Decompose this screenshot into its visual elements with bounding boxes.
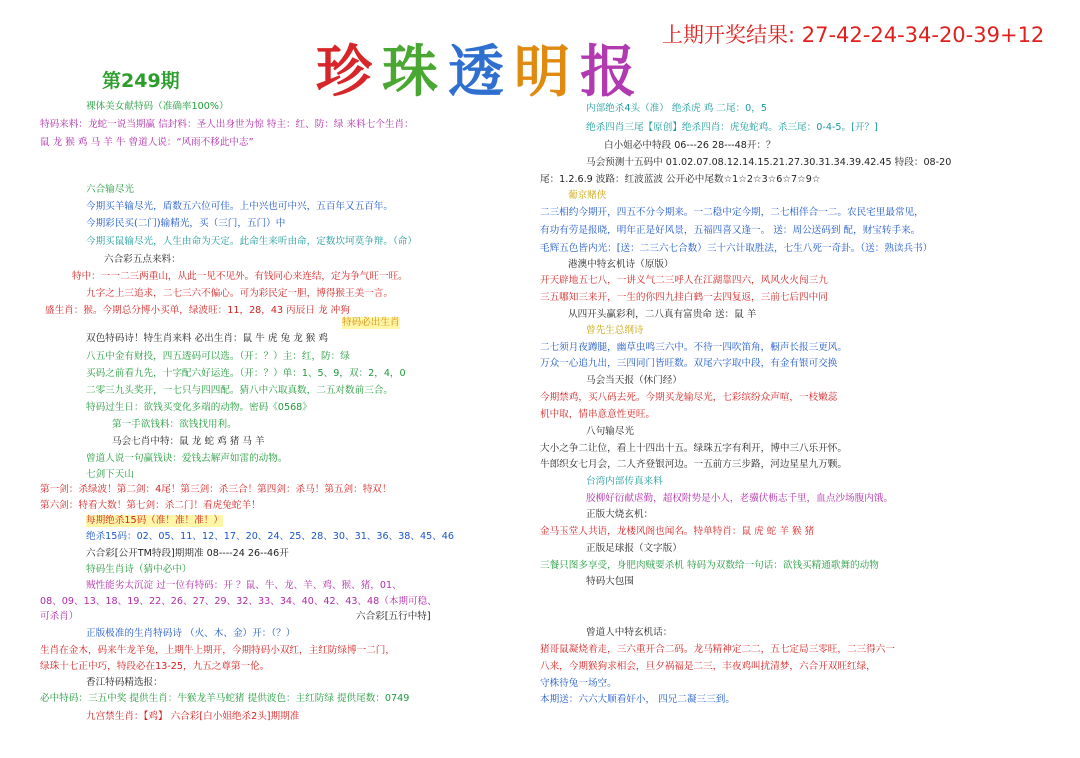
text-line: 有功有劳是报晓，明年正是好风景，五福四喜又逢一。 送：周公送码到 配，财宝转手来。: [540, 225, 921, 236]
text-line: 九宫禁生肖：【鸡】 六合彩[白小姐绝杀2头]期期准: [86, 711, 300, 722]
text-line: 八来，今期猴狗求相会，旦夕祸福是二三，丰夜鸡叫扰清梦，六合开双旺红绿，: [540, 661, 876, 672]
issue-number: 第249期: [102, 70, 180, 92]
text-line: 葡京赌侠: [568, 190, 607, 201]
text-line: 胶柳好衍献虐勤，超权附势是小人，老骥伏枥志千里，血点沙场腹内饿。: [586, 493, 893, 504]
text-line: 绝杀15码：02、05、11、12、17、20、24、25、28、30、31、36、38、45、46: [86, 531, 455, 542]
text-line: 裸体美女献特码（准确率100%）: [86, 101, 229, 112]
text-line: 盛生肖：猴。今期总分博小买单，绿波旺：11，28，43 丙辰日 龙 冲狗: [45, 305, 350, 316]
text-line: 大小之争二让位，看上十四出十五。绿珠五字有利开，博中三八乐开怀。: [540, 443, 847, 454]
text-line: 第一剑：杀绿波！第二剑：4尾！第三剑：杀三合！第四剑：杀马！第五剑：特双！: [40, 484, 392, 495]
text-line: 二三相约今期开，四五不分今期来。一二稳中定今期，二七相伴合一二。农民宅里最常见，: [540, 207, 924, 218]
masthead-char: 珠: [382, 39, 448, 105]
text-line: 08、09、13、18、19、22、26、27、29、32、33、34、40、42、43、48（本期可稳、: [40, 596, 437, 607]
text-line: 正版足球报（文字版）: [586, 543, 682, 554]
text-line: 贼性能劣太沉淀 过一位有特码：开 ？鼠、牛、龙、羊、鸡、猴、猪，01、: [86, 580, 402, 591]
text-line: 马会预测十五码中 01.02.07.08.12.14.15.21.27.30.31.34.39.42.45 特段：08-20: [586, 157, 952, 168]
text-line: 六合彩[五行中特]: [356, 611, 431, 622]
text-line: 开天辟地五七八，一讲义气二三呼人在江湖靠四六，风风火火闯三九: [540, 275, 828, 286]
text-line: 第一手欲钱料：欲钱找用利。: [112, 419, 237, 430]
text-line: 二七须月夜蹲腿，幽草虫鸣三六中。不待一四吹笛角，橱声长报三更风。: [540, 342, 847, 353]
text-line: 生肖在金木，码来牛龙羊兔，上期牛上期开，今期特码小双红，主红防绿博一二门，: [40, 645, 395, 656]
text-line: 特码来料：龙蛇一说当期赢 信封料：圣人出身世为惊 特主：红、防：绿 来料七个生肖：: [40, 119, 414, 130]
text-line: 特码大包围: [586, 576, 634, 587]
text-line: 正版极准的生肖特码诗 （火、木、金）开：（？）: [86, 628, 296, 639]
text-line: 特中：一一二三两重山，从此一见不见外。有钱同心来连结，定为争气旺一旺。: [72, 271, 408, 282]
text-line: 三餐只图多享受，身肥肉贼要杀机 特码为双数给一句话：欲钱买精通歌舞的动物: [540, 560, 879, 571]
text-line: 今期彩民买(二门)输精光，买（三门，五门）中: [86, 218, 286, 229]
masthead-char: 透: [448, 39, 514, 105]
text-line: 特码过生日：欲钱买变化多端的动物。密码《0568》: [86, 402, 312, 413]
text-line: 鼠 龙 猴 鸡 马 羊 牛 曾道人说：“风雨不移此中志”: [40, 137, 254, 148]
text-line: 八句输尽光: [586, 426, 634, 437]
text-line: 金马玉堂人共语，龙楼风阁也闻名。特单特肖：鼠 虎 蛇 羊 猴 猪: [540, 526, 815, 537]
text-line: 正版大烧玄机：: [586, 509, 654, 520]
text-line: 马会当天报（休门经）: [586, 375, 682, 386]
masthead-char: 珍: [316, 39, 382, 105]
masthead-char: 明: [514, 39, 580, 105]
text-line: 牛郎织女七月会，二人齐登银河边。一五前方三步路，河边星星九万颗。: [540, 459, 847, 470]
text-line: 从四开头赢彩利，二八真有富贵命 送：鼠 羊: [568, 309, 757, 320]
text-line: 守株待兔一场空。: [540, 678, 617, 689]
text-line: 八五中金有财投，四五透码可以选。（开：？）主：红，防：绿: [86, 351, 350, 362]
text-line: 特码生肖诗（猜中必中）: [86, 564, 192, 575]
text-line: 台湾内部传真来料: [586, 476, 663, 487]
text-line: 六合彩[公开TM特段]期期准 08----24 26--46开: [86, 548, 289, 559]
text-line: 万众一心追九出，三四同门皆旺数。双尾六字取中段，有金有银可交换: [540, 358, 838, 369]
text-line: 港澳中特玄机诗（原版）: [568, 259, 674, 270]
text-line: 毛辉五色皆内光：[送：二三六七合数）三十六计取胜法，七生八死一奇卦。（送：熟读兵书）: [540, 243, 933, 254]
text-line: 九字之上三追求，二七三六不偏心。可为彩民定一胆，博得猴王美一言。: [86, 288, 393, 299]
text-line: 双色特码诗！特生肖来料 必出生肖：鼠 牛 虎 兔 龙 猴 鸡: [86, 333, 329, 344]
text-line: 尾：1.2.6.9 波路：红波蓝波 公开必中尾数☆1☆2☆3☆6☆7☆9☆: [540, 174, 821, 185]
text-line: 本期送：六六大顺看奸小， 四兄二凝三三到。: [540, 694, 735, 705]
text-line: 特码必出生肖: [342, 317, 400, 328]
text-line: 今期买鼠输尽光，人生由命为天定。此命生来听由命，定数坎坷莫争辩。（命）: [86, 236, 417, 247]
text-line: 每期绝杀15码（准！准！准！）: [86, 515, 223, 526]
previous-draw-result: 上期开奖结果: 27-42-24-34-20-39+12: [662, 23, 1045, 47]
text-line: 猪哥鼠凝烧着走，三六重开合二码。龙马精神定二二，五七定局三零旺，二三得六一: [540, 644, 895, 655]
text-line: 六合输尽光: [86, 184, 134, 195]
text-line: 机中取，情串意意性更旺。: [540, 409, 656, 420]
text-line: 三五哪知三来开，一生的你四九挂白鹤一去四复返，三前七后四中同: [540, 292, 828, 303]
masthead-title: [316, 28, 646, 108]
text-line: 白小姐必中特段 06---26 28---48开：？: [604, 140, 776, 151]
text-line: 曾先生总纲诗: [586, 325, 644, 336]
text-line: 可杀肖）: [40, 611, 79, 622]
text-line: 买码之前看九先，十字配六好运连。（开：？）单：1、5、9，双：2，4，0: [86, 368, 406, 379]
masthead-char: 报: [580, 39, 646, 105]
text-line: 七剑下天山: [86, 469, 134, 480]
text-line: 曾道人说一句赢钱诀：爱钱去解声如雷的动物。: [86, 453, 288, 464]
text-line: 绝杀四肖三尾【原创】绝杀四肖：虎兔蛇鸡。杀三尾：0-4-5。[开？]: [586, 122, 878, 133]
text-line: 香江特码精选报：: [86, 677, 163, 688]
text-line: 内部绝杀4头（准） 绝杀虎 鸡 二尾：0，5: [586, 103, 767, 114]
text-line: 必中特码：三五中奖 提供生肖：牛猴龙羊马蛇猪 提供波色：主红防绿 提供尾数：0749: [40, 693, 410, 704]
text-line: 二零三九头奖开，一七只与四四配。猜八中六取真数，二五对数前三合。: [86, 385, 393, 396]
text-line: 今期买羊输尽光，盾数五六位可佳。上中兴也可中兴，五百年又五百年。: [86, 201, 393, 212]
text-line: 曾道人中特玄机话：: [586, 627, 673, 638]
text-line: 今期禁鸡，买八码去死。今期买龙输尽光，七彩缤纷众声喧，一枝嫩蕊: [540, 392, 838, 403]
text-line: 六合彩五点来料：: [104, 254, 181, 265]
text-line: 绿珠十七正中巧，特段必在13-25，九五之尊第一伦。: [40, 661, 270, 672]
text-line: 马会七肖中特：鼠 龙 蛇 鸡 猪 马 羊: [112, 436, 265, 447]
text-line: 第六剑：特看大数！第七剑：杀二门！看虎兔蛇羊！: [40, 500, 261, 511]
